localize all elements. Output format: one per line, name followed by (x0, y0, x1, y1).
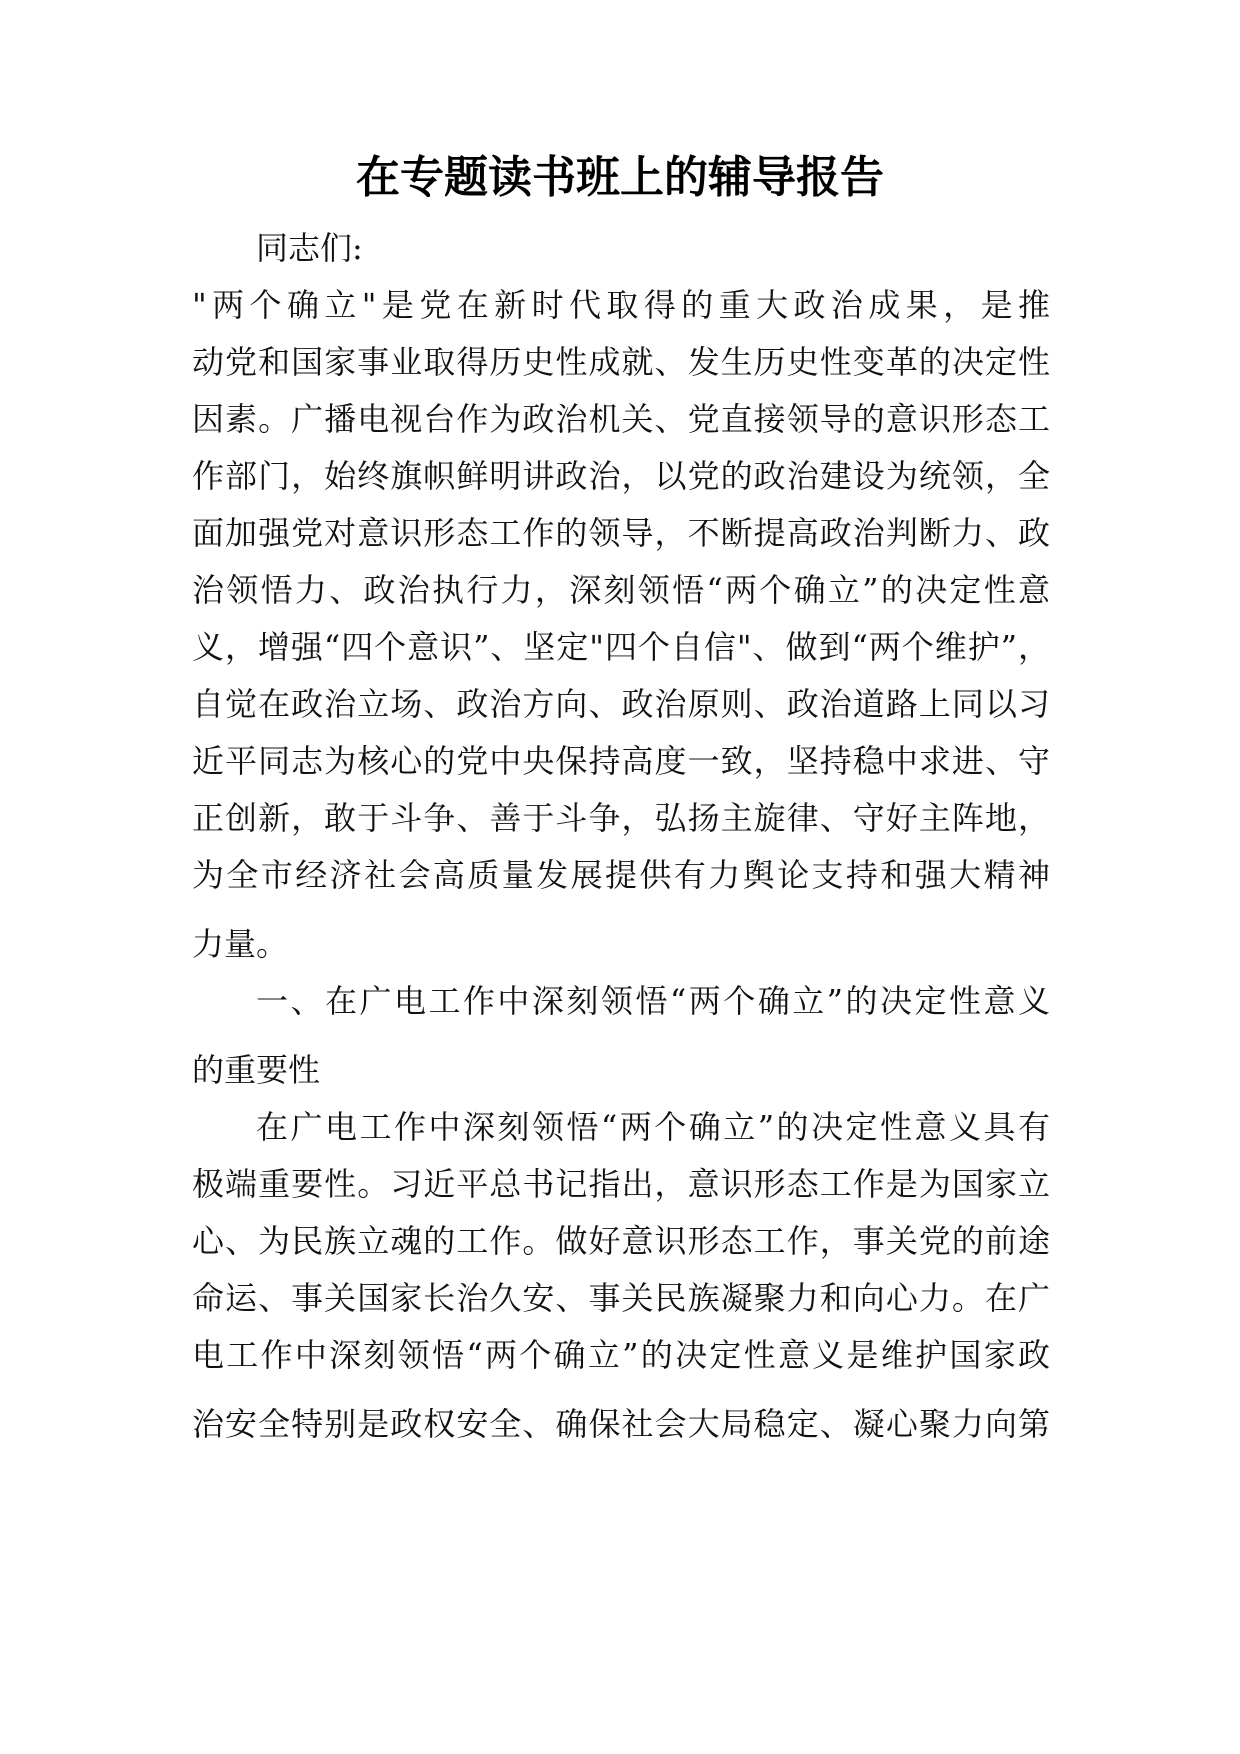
intro-line: 正创新，敢于斗争、善于斗争，弘扬主旋律、守好主阵地， (192, 799, 1050, 837)
heading-line: 的重要性 (192, 1051, 321, 1089)
intro-line: "两个确立"是党在新时代取得的重大政治成果，是推 (192, 286, 1050, 324)
heading-line: 一、在广电工作中深刻领悟“两个确立”的决定性意义 (256, 982, 1050, 1020)
section-line: 命运、事关国家长治久安、事关民族凝聚力和向心力。在广 (192, 1279, 1050, 1317)
section-line: 在广电工作中深刻领悟“两个确立”的决定性意义具有 (256, 1108, 1050, 1146)
intro-paragraph (192, 277, 1050, 973)
section-line: 心、为民族立魂的工作。做好意识形态工作，事关党的前途 (192, 1222, 1050, 1260)
section-line: 治安全特别是政权安全、确保社会大局稳定、凝心聚力向第 (192, 1405, 1050, 1443)
intro-line: 力量。 (192, 925, 289, 963)
intro-line: 面加强党对意识形态工作的领导，不断提高政治判断力、政 (192, 514, 1050, 552)
intro-line: 近平同志为核心的党中央保持高度一致，坚持稳中求进、守 (192, 742, 1050, 780)
intro-line: 义，增强“四个意识”、坚定"四个自信"、做到“两个维护”， (192, 628, 1050, 666)
section-line: 电工作中深刻领悟“两个确立”的决定性意义是维护国家政 (192, 1336, 1050, 1374)
salutation: 同志们: (256, 229, 363, 267)
section-line: 极端重要性。习近平总书记指出，意识形态工作是为国家立 (192, 1165, 1050, 1203)
intro-line: 因素。广播电视台作为政治机关、党直接领导的意识形态工 (192, 400, 1050, 438)
intro-line: 为全市经济社会高质量发展提供有力舆论支持和强大精神 (192, 856, 1050, 894)
intro-line: 作部门，始终旗帜鲜明讲政治，以党的政治建设为统领，全 (192, 457, 1050, 495)
intro-line: 动党和国家事业取得历史性成就、发生历史性变革的决定性 (192, 343, 1050, 381)
intro-line: 自觉在政治立场、政治方向、政治原则、政治道路上同以习 (192, 685, 1050, 723)
intro-line: 治领悟力、政治执行力，深刻领悟“两个确立”的决定性意 (192, 571, 1050, 609)
section-1-paragraph (192, 1099, 1050, 1453)
document-title: 在专题读书班上的辅导报告 (356, 152, 884, 203)
document-body (192, 220, 1050, 1453)
section-heading-1 (192, 973, 1050, 1099)
